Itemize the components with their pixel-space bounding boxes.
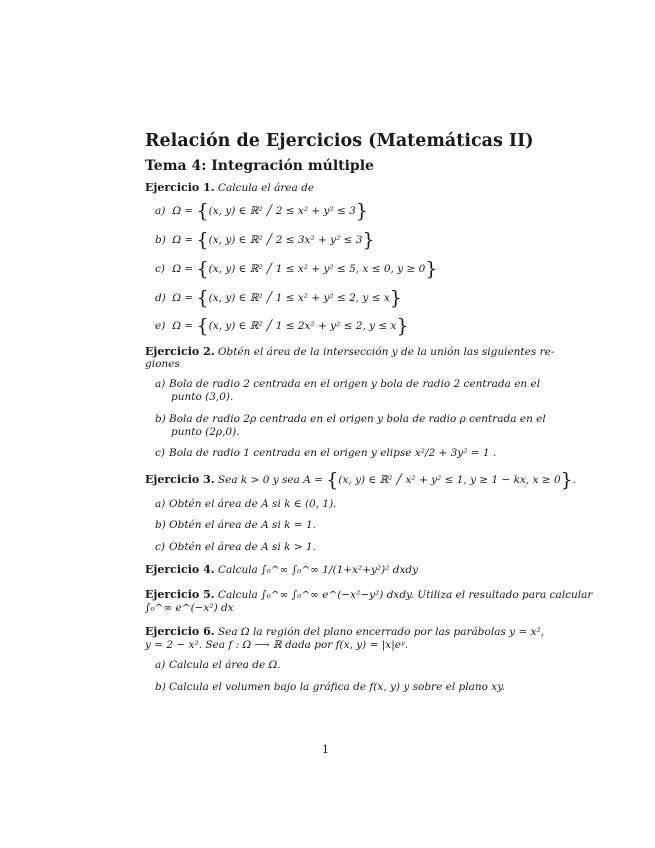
exercise-2-item-b-cont: punto (2ρ,0). — [171, 426, 240, 438]
exercise-1-item-c: c) Ω = {(x, y) ∈ ℝ² ╱ 1 ≤ x² + y² ≤ 5, x ≤ 0, y ≥ 0} — [155, 258, 438, 280]
exercise-2-label: Ejercicio 2. — [145, 345, 215, 358]
exercise-1-statement — [145, 181, 314, 195]
exercise-5-label: Ejercicio 5. — [145, 588, 215, 601]
exercise-3-item-a: a) Obtén el área de A si k ∈ (0, 1). — [155, 498, 337, 510]
exercise-5-statement-cont: ∫₀^∞ e^(−x²) dx — [145, 602, 234, 614]
exercise-3-item-c: c) Obtén el área de A si k > 1. — [155, 541, 316, 553]
exercise-4-statement: Ejercicio 4. Calcula ∫₀^∞ ∫₀^∞ 1/(1+x²+y²)² dxdy — [145, 563, 419, 576]
exercise-2-item-b: b) Bola de radio 2ρ centrada en el origen y bola de radio ρ centrada en el — [155, 413, 546, 425]
exercise-6-item-a: a) Calcula el área de Ω. — [155, 659, 281, 671]
exercise-2-item-a-cont: punto (3,0). — [171, 391, 234, 403]
exercise-3-statement: Ejercicio 3. Sea k > 0 y sea A = {(x, y) ∈ ℝ² ╱ x² + y² ≤ 1, y ≥ 1 − kx, x ≥ 0}. — [145, 469, 577, 491]
exercise-1-label: Ejercicio 1. — [145, 181, 215, 194]
exercise-1-item-a: a) Ω = {(x, y) ∈ ℝ² ╱ 2 ≤ x² + y² ≤ 3} — [155, 200, 368, 222]
exercise-2-statement-cont: giones — [145, 358, 180, 370]
exercise-5-statement: Ejercicio 5. Calcula ∫₀^∞ ∫₀^∞ e^(−x²−y²) dxdy. Utiliza el resultado para calcular — [145, 588, 593, 601]
exercise-2-item-c: c) Bola de radio 1 centrada en el origen y elipse x²/2 + 3y² = 1 . — [155, 447, 497, 459]
exercise-1-text: Calcula el área de — [217, 182, 315, 194]
exercise-6-label: Ejercicio 6. — [145, 625, 215, 638]
document-title: Relación de Ejercicios (Matemáticas II) — [145, 131, 534, 151]
exercise-6-statement: Ejercicio 6. Sea Ω la región del plano encerrado por las parábolas y = x², — [145, 625, 545, 638]
exercise-2-item-a: a) Bola de radio 2 centrada en el origen y bola de radio 2 centrada en el — [155, 378, 541, 390]
topic-heading: Tema 4: Integración múltiple — [145, 158, 374, 174]
exercise-1-item-d: d) Ω = {(x, y) ∈ ℝ² ╱ 1 ≤ x² + y² ≤ 2, y ≤ x} — [155, 287, 402, 309]
exercise-1-item-b: b) Ω = {(x, y) ∈ ℝ² ╱ 2 ≤ 3x² + y² ≤ 3} — [155, 229, 375, 251]
page-number: 1 — [322, 743, 329, 756]
exercise-3-label: Ejercicio 3. — [145, 473, 215, 486]
exercise-6-statement-cont: y = 2 − x². Sea f : Ω ⟶ ℝ dada por f(x, y) = |x|eʸ. — [145, 639, 409, 651]
exercise-1-item-e: e) Ω = {(x, y) ∈ ℝ² ╱ 1 ≤ 2x² + y² ≤ 2, y ≤ x} — [155, 315, 409, 337]
exercise-2-statement: Ejercicio 2. Obtén el área de la intersección y de la unión las siguientes re- — [145, 345, 555, 358]
exercise-3-item-b: b) Obtén el área de A si k = 1. — [155, 519, 316, 531]
exercise-6-item-b: b) Calcula el volumen bajo la gráfica de f(x, y) y sobre el plano xy. — [155, 681, 506, 693]
exercise-4-label: Ejercicio 4. — [145, 563, 215, 576]
